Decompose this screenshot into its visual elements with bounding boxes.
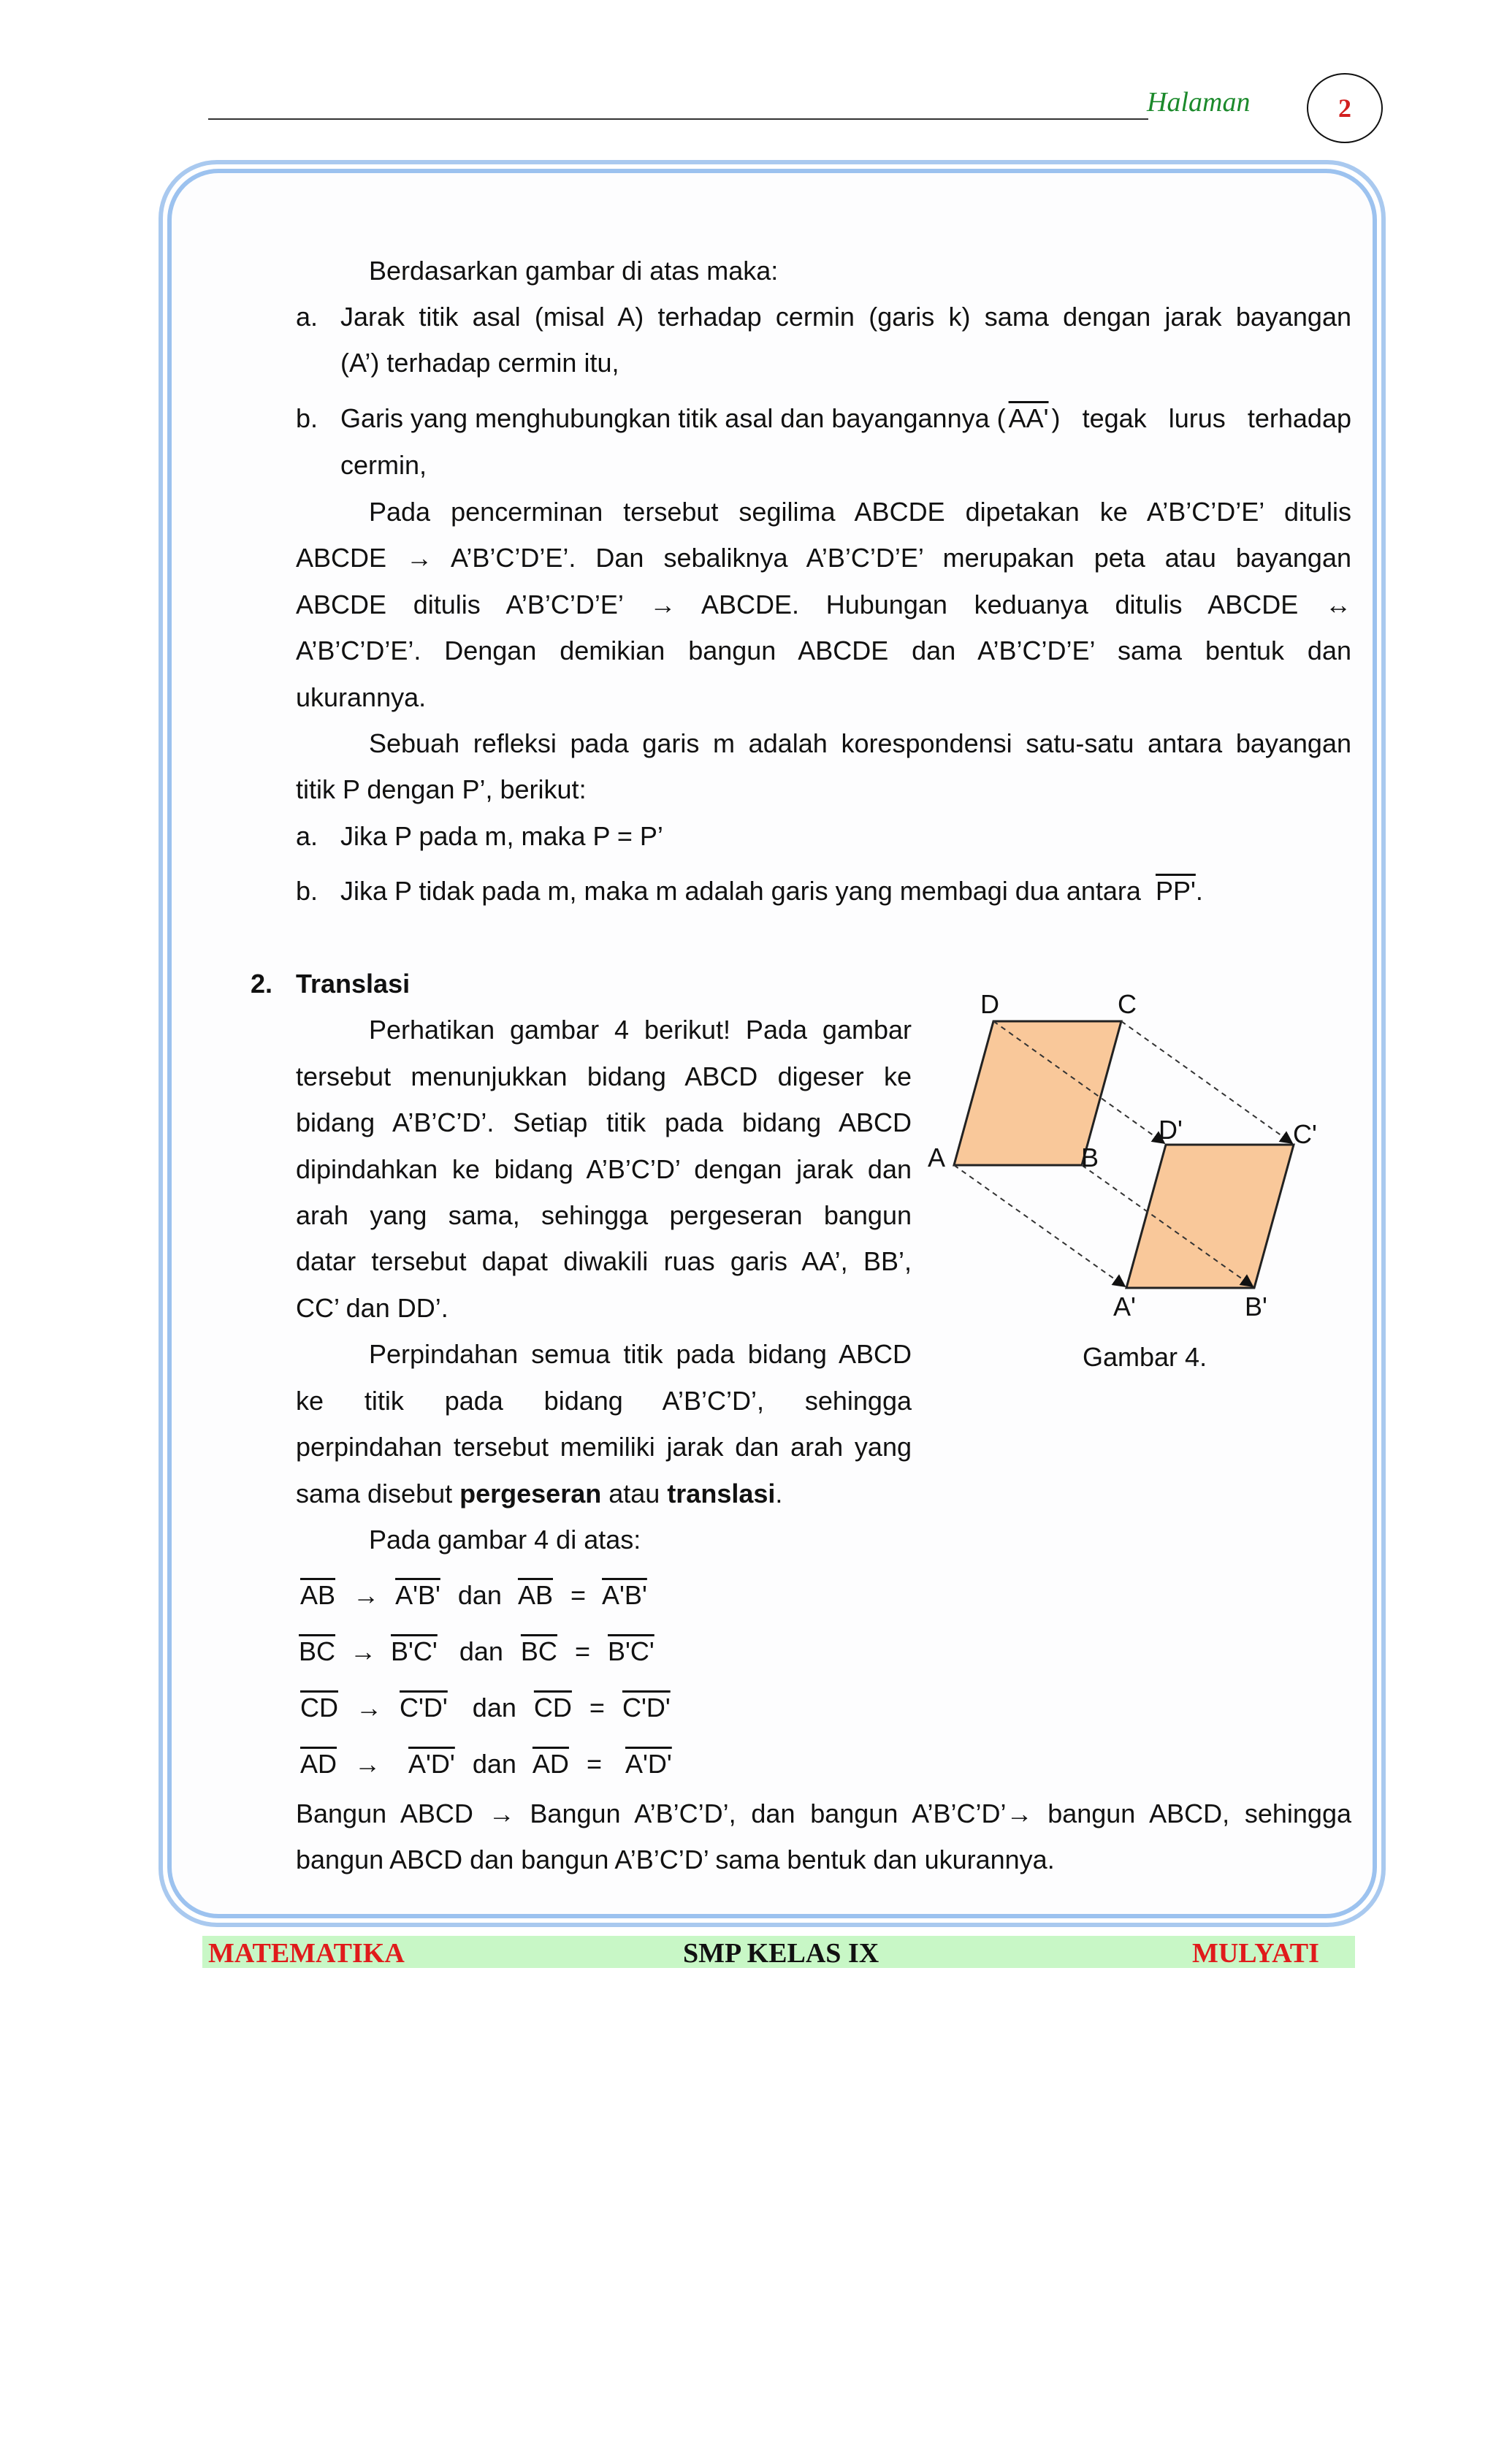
segment-image: B'C' — [391, 1636, 438, 1666]
segment-image: B'C' — [608, 1636, 654, 1666]
equals: = — [586, 1749, 602, 1779]
reflection-paragraph-line: A’B’C’D’E’. Dengan demikian bangun ABCDE dan A’B’C’D’E’ sama bentuk dan — [296, 636, 1351, 665]
reflection-paragraph-line: Pada pencerminan tersebut segilima ABCDE dipetakan ke A’B’C’D’E’ ditulis — [369, 497, 1351, 527]
footer-author: MULYATI — [1192, 1938, 1319, 1969]
arrow: → — [350, 1636, 377, 1666]
word-dan: dan — [472, 1693, 516, 1723]
segment: $\overline{CD}$ — [533, 1693, 572, 1723]
word-dan: dan — [457, 1580, 502, 1610]
list-marker: b. — [296, 403, 318, 433]
list-marker: b. — [296, 876, 318, 906]
segment-image: C'D' — [622, 1693, 671, 1723]
segment-image: A'D' — [408, 1749, 455, 1779]
segment-image: A'B' — [395, 1580, 440, 1610]
term-pergeseran: pergeseran — [459, 1479, 602, 1508]
translation-paragraph-line — [296, 1479, 782, 1509]
segment-aa: AA' — [1008, 403, 1049, 433]
reflection-intro: Berdasarkan gambar di atas maka: — [369, 256, 779, 286]
segment: $\overline{BC}$ — [299, 1636, 336, 1666]
segment: $\overline{AB}$ — [517, 1580, 553, 1610]
reflection-definition-a: Jika P pada m, maka P = P’ — [340, 821, 663, 851]
translation-paragraph-line: CC’ dan DD’. — [296, 1293, 449, 1323]
label-b: B — [1081, 1143, 1099, 1172]
translation-closing-line: bangun ABCD dan bangun A’B’C’D’ sama bentuk dan ukurannya. — [296, 1845, 1055, 1874]
translation-paragraph-line: arah yang sama, sehingga pergeseran bangun — [296, 1200, 912, 1230]
page-number-badge: 2 — [1307, 73, 1383, 143]
arrow: → — [353, 1580, 380, 1610]
reflection-definition-b-text: Jika P tidak pada m, maka m adalah garis yang membagi dua antara — [340, 876, 1141, 906]
section-number: 2. — [251, 969, 273, 999]
reflection-item-b-text-end: ) tegak lurus terhadap — [1051, 403, 1351, 433]
label-a: A — [928, 1143, 946, 1172]
equation-row — [299, 1636, 654, 1667]
segment-image: A'D' — [625, 1749, 672, 1779]
segment-image: C'D' — [400, 1693, 448, 1723]
text-run: atau — [601, 1479, 668, 1508]
reflection-definition-b-end: . — [1195, 876, 1203, 906]
label-d: D — [980, 989, 999, 1019]
arrow: → — [356, 1693, 383, 1723]
reflection-definition-line: Sebuah refleksi pada garis m adalah korespondensi satu-satu antara bayangan — [369, 728, 1351, 758]
reflection-definition-line: titik P dengan P’, berikut: — [296, 774, 587, 804]
word-dan: dan — [472, 1749, 516, 1779]
reflection-paragraph-line: ABCDE ditulis A’B’C’D’E’ → ABCDE. Hubungan keduanya ditulis ABCDE ↔ — [296, 590, 1351, 619]
translation-paragraph-line: Pada gambar 4 di atas: — [369, 1525, 641, 1555]
arrow: → — [354, 1749, 381, 1779]
equals: = — [589, 1693, 605, 1723]
segment: $\overline{CD}$ — [300, 1693, 338, 1723]
term-translasi: translasi — [667, 1479, 776, 1508]
parallelogram-a1b1c1d1 — [1126, 1145, 1294, 1288]
translation-closing-line: Bangun ABCD → Bangun A’B’C’D’, dan bangun A’B’C’D’→ bangun ABCD, sehingga — [296, 1799, 1351, 1828]
translation-paragraph-line: datar tersebut dapat diwakili ruas garis AA’, BB’, — [296, 1246, 912, 1276]
reflection-item-b-line: cermin, — [340, 450, 427, 480]
list-marker: a. — [296, 821, 318, 851]
translation-paragraph-line: ke titik pada bidang A’B’C’D’, sehingga — [296, 1386, 912, 1416]
segment: $\overline{AD}$ — [532, 1749, 569, 1779]
reflection-definition-b — [340, 876, 1203, 907]
reflection-item-a-line: (A’) terhadap cermin itu, — [340, 348, 619, 378]
label-a-prime: A' — [1113, 1292, 1136, 1321]
footer-grade: SMP KELAS IX — [683, 1938, 879, 1969]
translation-vector-cc — [1121, 1021, 1292, 1143]
equation-row — [300, 1693, 671, 1723]
translation-paragraph-line: bidang A’B’C’D’. Setiap titik pada bidang ABCD — [296, 1107, 912, 1137]
translation-paragraph-line: perpindahan tersebut memiliki jarak dan arah yang — [296, 1432, 912, 1462]
list-marker: a. — [296, 302, 318, 332]
label-b-prime: B' — [1245, 1292, 1267, 1321]
section-title: Translasi — [296, 969, 411, 999]
translation-figure — [922, 983, 1338, 1326]
header-label: Halaman — [1147, 87, 1251, 118]
segment-pp: PP' — [1155, 876, 1196, 906]
reflection-paragraph-line: ABCDE → A’B’C’D’E’. Dan sebaliknya A’B’C’D’E’ merupakan peta atau bayangan — [296, 543, 1351, 573]
footer-bar — [202, 1936, 1355, 1968]
segment-image: A'B' — [602, 1580, 647, 1610]
label-c: C — [1118, 989, 1137, 1019]
label-c-prime: C' — [1293, 1119, 1317, 1149]
equals: = — [574, 1636, 590, 1666]
equation-row — [300, 1749, 672, 1780]
segment: $\overline{AD}$ — [300, 1749, 337, 1779]
equation-row — [300, 1580, 647, 1611]
equals: = — [570, 1580, 587, 1610]
translation-paragraph-line: Perpindahan semua titik pada bidang ABCD — [369, 1339, 912, 1369]
translation-paragraph-line: dipindahkan ke bidang A’B’C’D’ dengan jarak dan — [296, 1154, 912, 1184]
reflection-item-b-text: Garis yang menghubungkan titik asal dan bayangannya ( — [340, 403, 1006, 433]
translation-paragraph-line: Perhatikan gambar 4 berikut! Pada gambar — [369, 1015, 912, 1045]
text-run: . — [775, 1479, 783, 1508]
translation-paragraph-line: tersebut menunjukkan bidang ABCD digeser ke — [296, 1061, 912, 1091]
reflection-item-a-line: Jarak titik asal (misal A) terhadap cermin (garis k) sama dengan jarak bayangan — [340, 302, 1351, 332]
reflection-paragraph-line: ukurannya. — [296, 682, 427, 712]
footer-subject: MATEMATIKA — [208, 1938, 405, 1969]
translation-vector-aa — [954, 1165, 1125, 1286]
text-run: sama disebut — [296, 1479, 460, 1508]
segment: $\overline{BC}$ — [520, 1636, 557, 1666]
segment: $\overline{AB}$ — [300, 1580, 336, 1610]
reflection-item-b-line — [340, 403, 1351, 434]
figure-caption: Gambar 4. — [1083, 1342, 1207, 1372]
label-d-prime: D' — [1159, 1115, 1183, 1145]
header-rule — [208, 118, 1148, 120]
word-dan: dan — [459, 1636, 503, 1666]
